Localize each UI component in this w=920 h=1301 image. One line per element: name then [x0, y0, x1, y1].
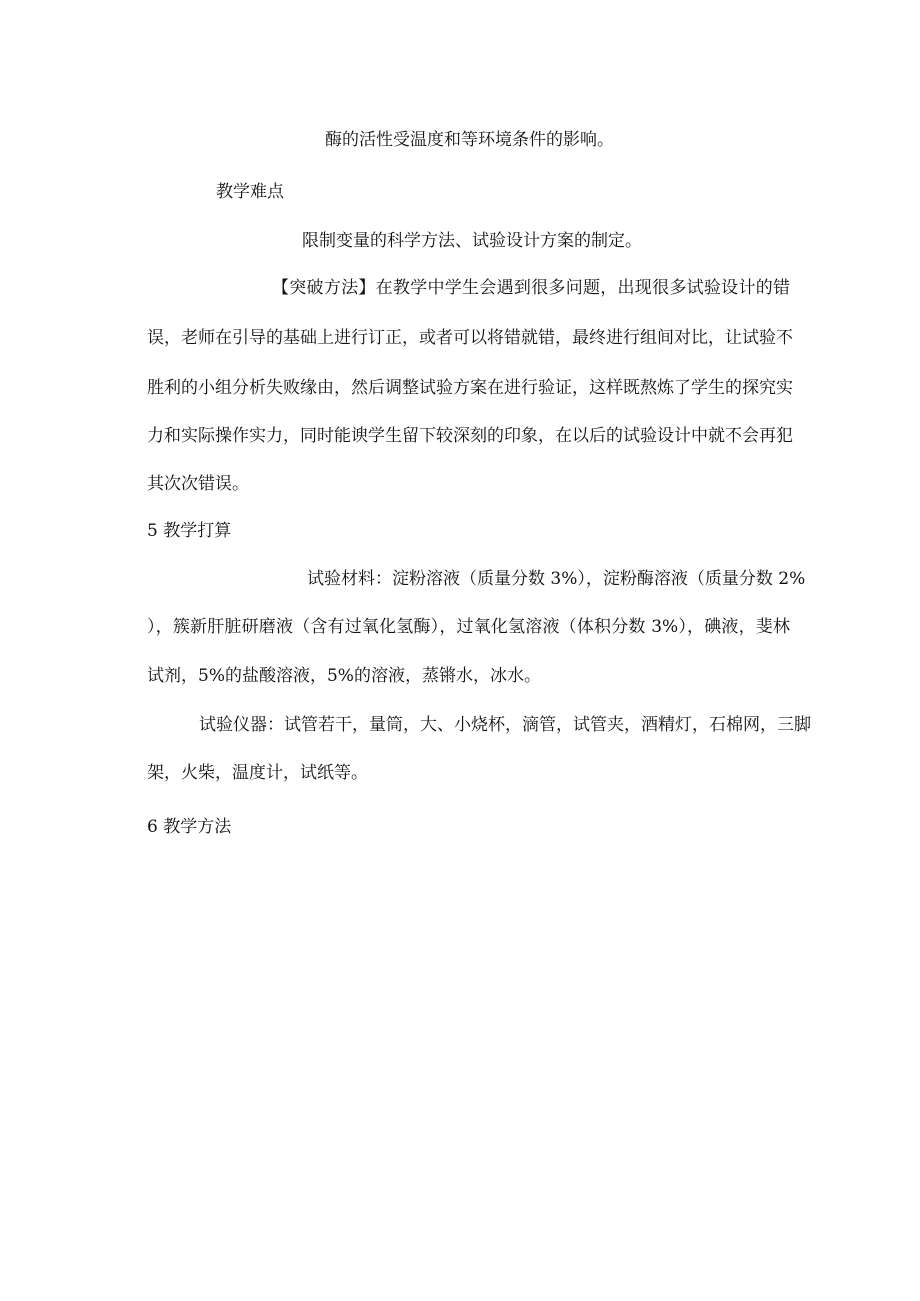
teaching-difficulty-heading: 教学难点 [216, 182, 284, 202]
experiment-apparatus-line: 架，火柴，温度计，试纸等。 [147, 763, 368, 783]
experiment-apparatus-line: 试验仪器：试管若干，量筒，大、小烧杯，滴管，试管夹，酒精灯，石棉网，三脚 [199, 715, 811, 735]
experiment-materials-line: 试验材料：淀粉溶液（质量分数 3%），淀粉酶溶液（质量分数 2% [307, 569, 806, 589]
experiment-materials-line: 试剂，5%的盐酸溶液，5%的溶液，蒸锵水，冰水。 [147, 666, 541, 686]
enzyme-activity-sentence: 酶的活性受温度和等环境条件的影响。 [325, 130, 614, 150]
breakthrough-method-line: 力和实际操作实力，同时能谀学生留下较深刻的印象，在以后的试验设计中就不会再犯 [147, 426, 793, 446]
breakthrough-method-line: 误，老师在引导的基础上进行订正，或者可以将错就错，最终进行组间对比，让试验不 [147, 328, 793, 348]
section-6-heading: 6 教学方法 [147, 817, 232, 837]
teaching-difficulty-text: 限制变量的科学方法、试验设计方案的制定。 [302, 231, 642, 251]
experiment-materials-line: ），簇新肝脏研磨液（含有过氧化氢酶），过氧化氢溶液（体积分数 3%），碘液，斐林 [147, 617, 790, 637]
breakthrough-method-line: 其次次错误。 [147, 474, 249, 494]
breakthrough-method-line: 【突破方法】在教学中学生会遇到很多问题，出现很多试验设计的错 [272, 278, 790, 298]
section-5-heading: 5 教学打算 [147, 521, 232, 541]
breakthrough-method-line: 胜利的小组分析失败缘由，然后调整试验方案在进行验证，这样既熬炼了学生的探究实 [147, 378, 793, 398]
